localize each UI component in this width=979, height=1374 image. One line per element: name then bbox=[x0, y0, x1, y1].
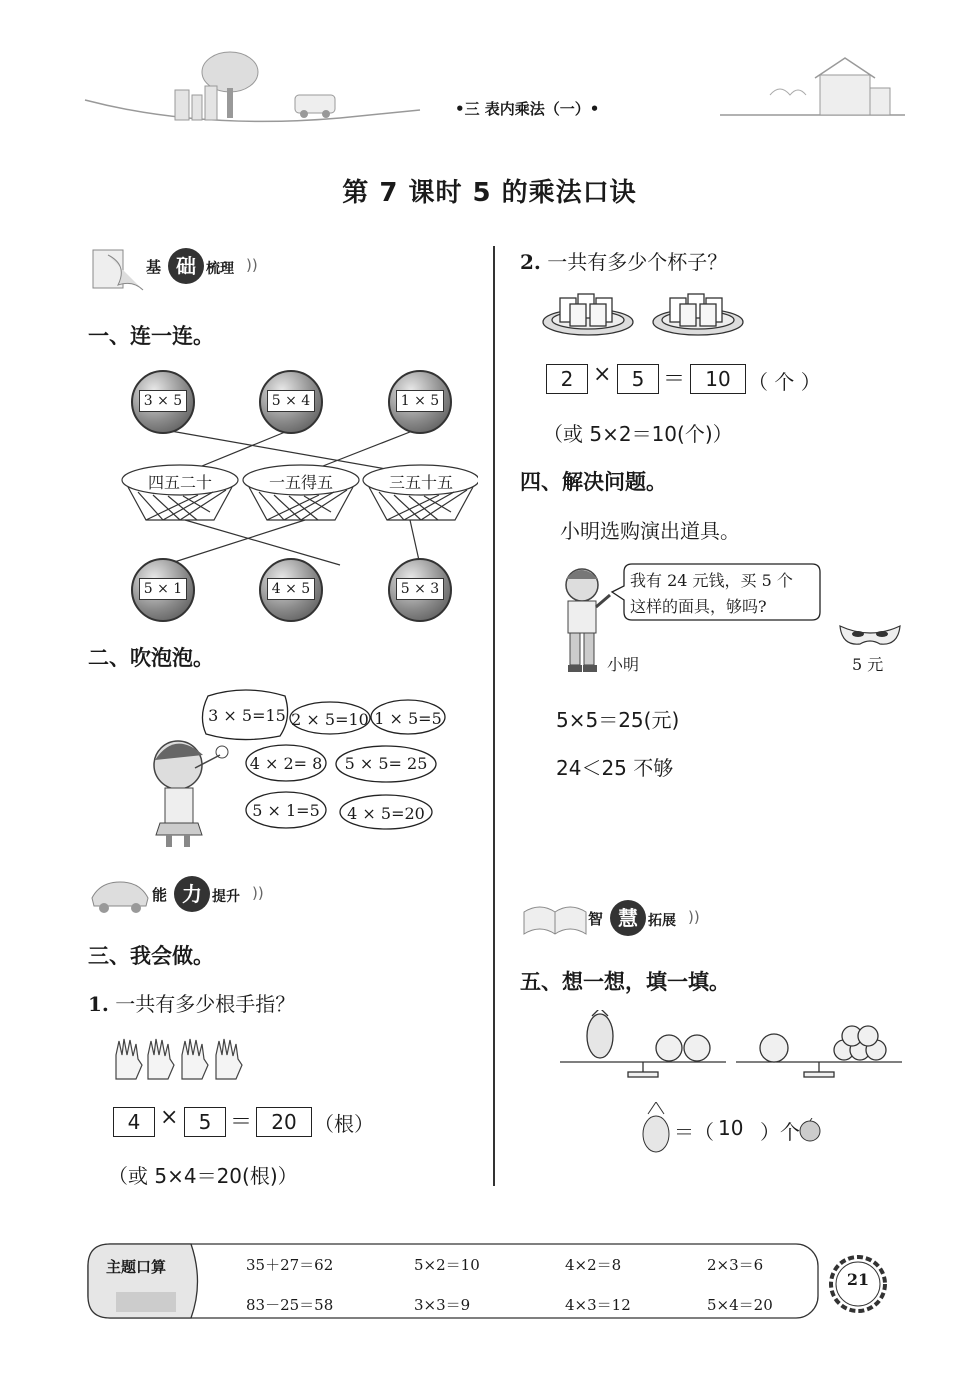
basket-1-label: 四五二十 bbox=[147, 473, 212, 492]
calc-7: 4×3＝12 bbox=[565, 1296, 631, 1314]
ball-bottom-1-label: 5 × 1 bbox=[139, 578, 187, 600]
badge-wisdom-arcs: )) bbox=[688, 908, 700, 926]
calc-4: 2×3＝6 bbox=[707, 1256, 764, 1274]
apple-icon bbox=[798, 1118, 822, 1142]
bubble-7-text: 4 × 5=20 bbox=[347, 804, 425, 823]
badge-ability-t3: 提升 bbox=[212, 889, 240, 905]
q5-eq-prefix: ＝（ bbox=[674, 1120, 714, 1144]
calc-2: 5×2＝10 bbox=[414, 1256, 480, 1274]
q3-p2-unit: （ 个 ） bbox=[748, 370, 821, 394]
q3-p1-factor-b[interactable]: 5 bbox=[184, 1107, 226, 1137]
bubble-6-text: 5 × 1=5 bbox=[252, 801, 320, 820]
q5-eq-suffix: ）个 bbox=[760, 1120, 800, 1144]
q3-p2-label: 2. bbox=[520, 250, 541, 274]
q3-title: 三、我会做。 bbox=[88, 944, 214, 968]
badge-ability-arcs: )) bbox=[252, 884, 264, 902]
calc-1: 35＋27＝62 bbox=[246, 1256, 334, 1274]
q2-title: 二、吹泡泡。 bbox=[88, 646, 214, 670]
mask-icon bbox=[838, 620, 902, 650]
badge-basics-t3: 梳理 bbox=[206, 261, 234, 277]
bubble-1-text: 3 × 5=15 bbox=[208, 706, 286, 725]
q3-p2-equals: ＝ bbox=[663, 367, 686, 392]
pineapple-icon bbox=[640, 1102, 674, 1154]
q3-p2-result[interactable]: 10 bbox=[690, 364, 746, 394]
q5-title: 五、想一想，填一填。 bbox=[520, 970, 730, 994]
ball-top-3[interactable] bbox=[388, 370, 452, 434]
calc-3: 4×2＝8 bbox=[565, 1256, 622, 1274]
ball-bottom-3[interactable] bbox=[388, 558, 452, 622]
q3-p2-text: 一共有多少个杯子？ bbox=[547, 250, 728, 274]
q3-p2-factor-b[interactable]: 5 bbox=[617, 364, 659, 394]
badge-wisdom-t1: 智 bbox=[588, 910, 604, 928]
balance-scales-art bbox=[556, 1010, 906, 1080]
basket-2-label: 一五得五 bbox=[268, 473, 333, 492]
calc-5: 83－25＝58 bbox=[246, 1296, 334, 1314]
q4-answer-1: 5×5＝25(元) bbox=[556, 708, 680, 732]
bubble-3-text: 1 × 5=5 bbox=[374, 709, 442, 728]
calc-8: 5×4＝20 bbox=[707, 1296, 773, 1314]
ball-top-3-label: 1 × 5 bbox=[396, 390, 444, 412]
badge-ability-t2: 力 bbox=[174, 876, 210, 912]
q3-p1-equals: ＝ bbox=[230, 1110, 253, 1135]
q5-answer[interactable]: 10 bbox=[718, 1116, 744, 1140]
q3-p1-alt: （或 5×4＝20(根)） bbox=[108, 1164, 298, 1188]
mask-price: 5 元 bbox=[852, 655, 884, 674]
badge-basics-t2: 础 bbox=[168, 248, 204, 284]
q1-title: 一、连一连。 bbox=[88, 324, 214, 348]
hands-illustration bbox=[110, 1035, 250, 1083]
ball-top-2[interactable] bbox=[259, 370, 323, 434]
ball-top-1-label: 3 × 5 bbox=[139, 390, 187, 412]
q3-p2 bbox=[520, 246, 727, 275]
q3-p1-label: 1. bbox=[88, 992, 109, 1016]
lesson-title: 第 7 课时 5 的乘法口诀 bbox=[342, 178, 637, 208]
ball-bottom-2-label: 4 × 5 bbox=[267, 578, 315, 600]
ball-top-2-label: 5 × 4 bbox=[267, 390, 315, 412]
q3-p1-factor-a[interactable]: 4 bbox=[113, 1107, 155, 1137]
q3-p2-alt: （或 5×2＝10(个)） bbox=[543, 422, 733, 446]
q3-p1-unit: （根） bbox=[314, 1112, 374, 1136]
badge-wisdom-art bbox=[520, 898, 590, 942]
calc-6: 3×3＝9 bbox=[414, 1296, 471, 1314]
cups-illustration bbox=[540, 290, 760, 340]
page-number: 21 bbox=[846, 1270, 870, 1289]
speech-line-2: 这样的面具，够吗? bbox=[630, 597, 767, 616]
badge-ability-art bbox=[86, 876, 154, 916]
q3-p1-result[interactable]: 20 bbox=[256, 1107, 312, 1137]
q3-p1 bbox=[88, 988, 295, 1017]
q3-p2-factor-a[interactable]: 2 bbox=[546, 364, 588, 394]
q4-answer-2: 24＜25 不够 bbox=[556, 756, 674, 780]
badge-ability-t1: 能 bbox=[152, 886, 168, 904]
badge-wisdom-t3: 拓展 bbox=[648, 913, 676, 929]
chapter-title: •三 表内乘法（一）• bbox=[455, 100, 600, 118]
badge-basics-art bbox=[88, 245, 148, 295]
bubble-4-text: 4 × 2= 8 bbox=[249, 754, 323, 773]
q3-p2-times: × bbox=[593, 362, 612, 387]
footer-label: 主题口算 bbox=[106, 1258, 167, 1276]
ball-bottom-3-label: 5 × 3 bbox=[396, 578, 444, 600]
badge-wisdom-t2: 慧 bbox=[610, 900, 646, 936]
boy-name: 小明 bbox=[607, 655, 640, 674]
q3-p1-text: 一共有多少根手指？ bbox=[115, 992, 296, 1016]
ball-top-1[interactable] bbox=[131, 370, 195, 434]
badge-basics-arcs: )) bbox=[246, 256, 258, 274]
ball-bottom-2[interactable] bbox=[259, 558, 323, 622]
bubble-5-text: 5 × 5= 25 bbox=[344, 754, 428, 773]
bubble-2-text: 2 × 5=10 bbox=[291, 710, 369, 729]
speech-line-1: 我有 24 元钱，买 5 个 bbox=[630, 571, 793, 590]
q4-intro: 小明选购演出道具。 bbox=[560, 519, 740, 543]
q4-title: 四、解决问题。 bbox=[520, 470, 667, 494]
basket-3-label: 三五十五 bbox=[388, 473, 453, 492]
badge-basics-t1: 基 bbox=[146, 258, 162, 276]
ball-bottom-1[interactable] bbox=[131, 558, 195, 622]
q3-p1-times: × bbox=[160, 1105, 179, 1130]
column-divider bbox=[493, 246, 495, 1186]
